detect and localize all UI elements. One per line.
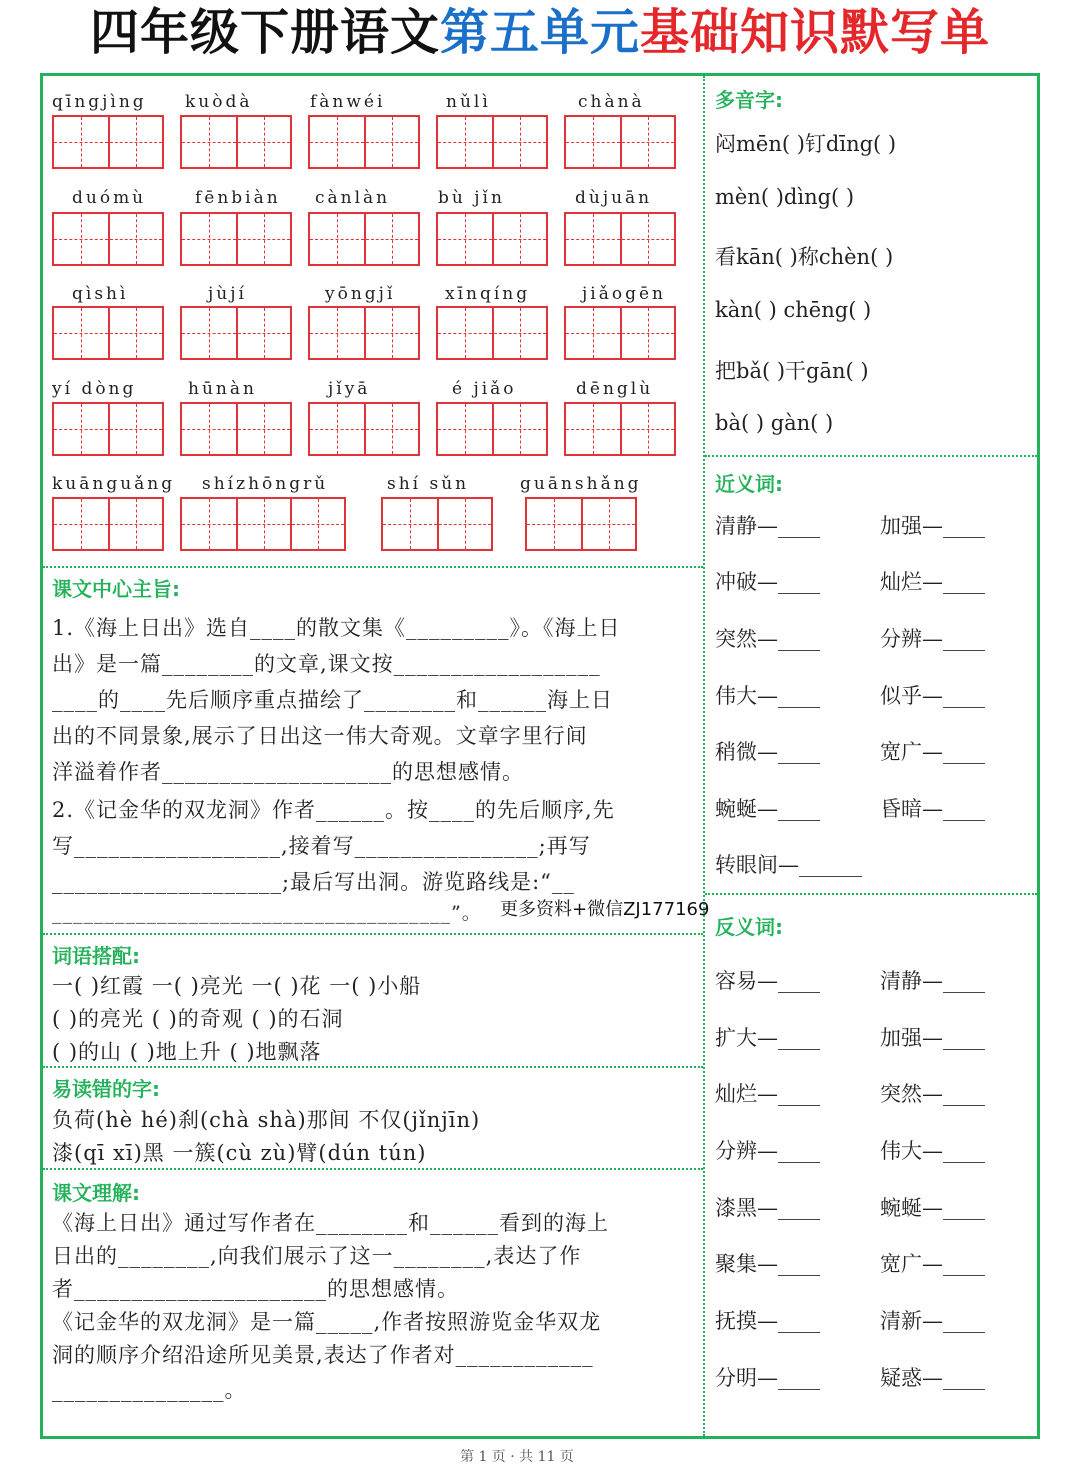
comprehension-line: 《记金华的双龙洞》是一篇_____,作者按照游览金华双龙 [52,1310,602,1334]
antonym-item: 分辨—____ [715,1139,820,1163]
section-title-collocation: 词语搭配: [52,944,140,968]
synonym-item: 稍微—____ [715,740,820,764]
section-title-synonyms: 近义词: [715,472,783,496]
writing-box[interactable] [52,115,164,169]
synonym-item: 伟大—____ [715,684,820,708]
pinyin-label: chànà [578,92,645,112]
synonym-item: 蜿蜒—____ [715,797,820,821]
antonym-item: 伟大—____ [880,1139,985,1163]
title-part-kind: 基础知识默写单 [640,4,991,61]
writing-box[interactable] [564,306,676,360]
antonym-item: 宽广—____ [880,1252,985,1276]
main-idea-line: ____的____先后顺序重点描绘了________和______海上日 [52,688,613,712]
misread-line: 漆(qī xī)黑 一簇(cù zù)臂(dún tún) [52,1141,427,1165]
writing-box[interactable] [564,212,676,266]
comprehension-line: _______________。 [52,1378,247,1402]
writing-box[interactable] [436,402,548,456]
comprehension-line: 洞的顺序介绍沿途所见美景,表达了作者对____________ [52,1343,594,1367]
section-title-antonyms: 反义词: [715,915,783,939]
divider-left-3 [43,1066,703,1068]
writing-box[interactable] [308,306,420,360]
pinyin-label: jiǎogēn [582,284,666,304]
pinyin-label: é jiǎo [452,379,517,399]
section-title-polyphone: 多音字: [715,88,783,112]
antonym-item: 清新—____ [880,1309,985,1333]
writing-box[interactable] [381,497,493,551]
page-footer: 第 1 页 · 共 11 页 [460,1449,574,1465]
main-idea-line: 2.《记金华的双龙洞》作者______。按____的先后顺序,先 [52,798,615,822]
antonym-item: 容易—____ [715,969,820,993]
pinyin-label: hūnàn [188,379,257,399]
section-title-comprehension: 课文理解: [52,1181,140,1205]
synonym-item: 转眼间—______ [715,853,862,877]
comprehension-line: 《海上日出》通过写作者在________和______看到的海上 [52,1211,609,1235]
synonym-item: 分辨—____ [880,627,985,651]
page-title [0,0,1080,66]
writing-box[interactable] [308,212,420,266]
pinyin-label: qìshì [72,284,129,304]
writing-box[interactable] [564,402,676,456]
watermark-text: 更多资料+微信ZJ177169 [500,899,710,920]
pinyin-label: kuānguǎng [52,474,176,494]
writing-box[interactable] [52,306,164,360]
divider-left-2 [43,933,703,935]
writing-box[interactable] [52,402,164,456]
antonym-item: 抚摸—____ [715,1309,820,1333]
main-idea-line: 1.《海上日出》选自____的散文集《_________》。《海上日 [52,616,621,640]
polyphone-line: 看kān( )称chèn( ) [715,245,894,269]
antonym-item: 突然—____ [880,1082,985,1106]
pinyin-label: jùjí [208,284,247,304]
pinyin-label: jǐyā [328,379,371,399]
main-idea-line: 洋溢着作者____________________的思想感情。 [52,760,524,784]
synonym-item: 灿烂—____ [880,570,985,594]
main-idea-line: ______________________________________”。 [52,902,482,924]
writing-box[interactable] [180,115,292,169]
writing-box[interactable] [525,497,637,551]
collocation-line: ( )的山 ( )地上升 ( )地飘落 [52,1040,322,1064]
antonym-item: 分明—____ [715,1366,820,1390]
writing-box[interactable] [436,115,548,169]
antonym-item: 疑惑—____ [880,1366,985,1390]
synonym-item: 清静—____ [715,514,820,538]
divider-left-4 [43,1168,703,1170]
pinyin-label: dùjuān [575,188,653,208]
pinyin-label: fànwéi [310,92,386,112]
antonym-item: 灿烂—____ [715,1082,820,1106]
polyphone-line: 把bǎ( )干gān( ) [715,359,869,383]
divider-right-1 [705,455,1037,457]
pinyin-label: shí sǔn [387,474,470,494]
writing-box[interactable] [436,212,548,266]
writing-box[interactable] [180,497,346,551]
pinyin-label: yōngjǐ [325,284,396,304]
antonym-item: 蜿蜒—____ [880,1196,985,1220]
comprehension-line: 日出的________,向我们展示了这一________,表达了作 [52,1244,582,1268]
writing-box[interactable] [436,306,548,360]
antonym-item: 扩大—____ [715,1026,820,1050]
main-idea-line: 写__________________,接着写________________;再写 [52,834,591,858]
divider-right-2 [705,893,1037,895]
antonym-item: 聚集—____ [715,1252,820,1276]
writing-box[interactable] [180,306,292,360]
writing-box[interactable] [308,115,420,169]
title-part-grade: 四年级下册语文 [89,4,440,61]
writing-box[interactable] [180,212,292,266]
pinyin-label: fēnbiàn [195,188,281,208]
comprehension-line: 者______________________的思想感情。 [52,1277,459,1301]
pinyin-label: cànlàn [315,188,391,208]
pinyin-label: duómù [72,188,147,208]
antonym-item: 漆黑—____ [715,1196,820,1220]
antonym-item: 加强—____ [880,1026,985,1050]
antonym-item: 清静—____ [880,969,985,993]
writing-box[interactable] [180,402,292,456]
synonym-item: 似乎—____ [880,684,985,708]
title-part-unit: 第五单元 [439,4,640,61]
pinyin-label: dēnglù [576,379,654,399]
synonym-item: 突然—____ [715,627,820,651]
synonym-item: 昏暗—____ [880,797,985,821]
polyphone-line: kàn( ) chēng( ) [715,298,872,322]
synonym-item: 冲破—____ [715,570,820,594]
main-idea-line: 出的不同景象,展示了日出这一伟大奇观。文章字里行间 [52,724,588,748]
pinyin-label: kuòdà [185,92,253,112]
pinyin-label: guānshǎng [520,474,642,494]
main-idea-line: ____________________;最后写出洞。游览路线是:“__ [52,870,575,894]
synonym-item: 加强—____ [880,514,985,538]
pinyin-label: nǔlì [446,92,491,112]
section-title-misread: 易读错的字: [52,1077,160,1101]
collocation-line: 一( )红霞 一( )亮光 一( )花 一( )小船 [52,974,422,998]
misread-line: 负荷(hè hé)刹(chà shà)那间 不仅(jǐnjīn) [52,1108,481,1132]
pinyin-label: shízhōngrǔ [202,474,329,494]
divider-left-1 [43,566,703,568]
writing-box[interactable] [308,402,420,456]
column-divider [703,76,705,1436]
writing-box[interactable] [52,497,164,551]
main-idea-line: 出》是一篇________的文章,课文按__________________ [52,652,601,676]
synonym-item: 宽广—____ [880,740,985,764]
pinyin-label: qīngjìng [52,92,147,112]
writing-box[interactable] [52,212,164,266]
collocation-line: ( )的亮光 ( )的奇观 ( )的石洞 [52,1007,344,1031]
writing-box[interactable] [564,115,676,169]
pinyin-label: yí dòng [52,379,137,399]
polyphone-line: mèn( )dìng( ) [715,185,855,209]
polyphone-line: 闷mēn( )钉dīng( ) [715,132,897,156]
pinyin-label: xīnqíng [445,284,531,304]
polyphone-line: bà( ) gàn( ) [715,411,834,435]
pinyin-label: bù jǐn [438,188,505,208]
section-title-main-idea: 课文中心主旨: [52,577,180,601]
